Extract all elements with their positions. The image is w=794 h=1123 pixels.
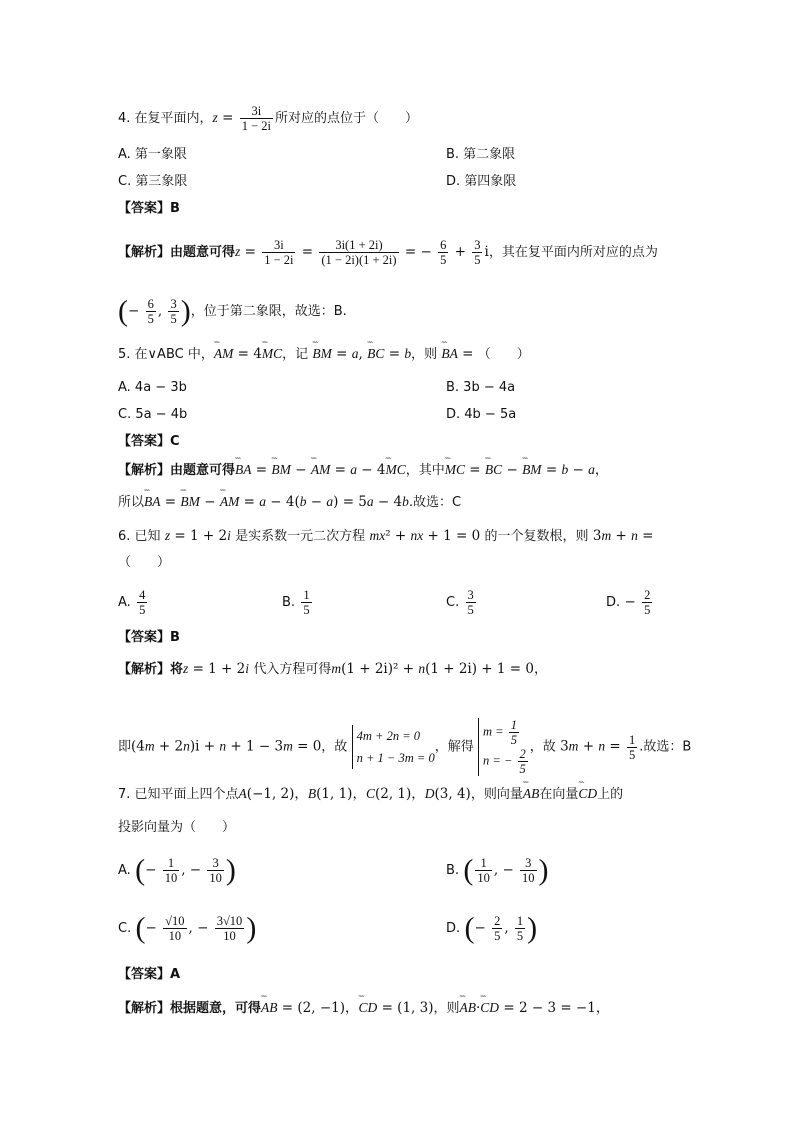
q7-analysis: 【解析】根据题意，可得˜˜˜ AB = (2, −1)，˜˜˜ CD = (1, 3)，则˜˜˜ AB·˜˜˜ CD = 2 − 3 = −1，	[118, 998, 609, 1019]
q4-option-a: A. 第一象限	[118, 147, 187, 162]
q7-stem: 7. 已知平面上四个点A(−1, 2)，B(1, 1)，C(2, 1)，D(3, 4)，则向量˜˜˜ AB在向量˜˜˜ CD上的	[118, 784, 623, 805]
q5-option-c: C. 5a − 4b	[118, 407, 188, 422]
q7-option-c: C. (− $\frac{√10}{10}$ , − $\frac{3√10}{10}$ )	[118, 911, 257, 945]
q5-analysis-2: 所以˜˜˜ BA = ˜˜˜ BM − ˜˜˜ AM = a − 4(b − a) = 5a − 4b.故选：C	[118, 492, 461, 513]
q4-option-d: D. 第四象限	[446, 174, 517, 189]
q6-answer: 【答案】B	[118, 630, 180, 645]
q4-analysis-point: (− $\frac{6}{5}$ , $\frac{3}{5}$ )，位于第二象限，故选：B.	[118, 294, 347, 328]
q5-answer: 【答案】C	[118, 434, 180, 449]
q5-analysis-1: 【解析】由题意可得˜˜˜ BA = ˜˜˜ BM − ˜˜˜ AM = a − 4˜˜˜ MC，其中˜˜˜ MC = ˜˜˜ BC − ˜˜˜ BM = b − a，	[118, 460, 608, 481]
q6-stem-paren: （ ）	[118, 555, 171, 570]
q4-option-b: B. 第二象限	[446, 147, 516, 162]
q4-option-c: C. 第三象限	[118, 174, 188, 189]
q6-analysis-2: 即(4m + 2n)i + n + 1 − 3m = 0，故 4m + 2n = 0 n + 1 − 3m = 0，解得 m = $\frac{1}{5}$ n = − $\frac{2}{5}$ ，故 3m + n = $\frac{1}{5}$ .故选：B	[118, 718, 692, 776]
q5-stem: 5. 在∨ABC 中，˜˜˜ AM = 4˜˜˜ MC，记 ˜˜˜ BM = a, ˜˜˜ BC = b，则 ˜˜˜ BA = （ ）	[118, 344, 530, 365]
q4-analysis: 【解析】由题意可得z = $\frac{3i}{1 - 2i}$ = $\frac{3i(1 + 2i)}{(1 - 2i)(1 + 2i)}$ = − $\frac{6}{5}$ + $\frac{3}{5}$ i，其在复平面内所对应的点为	[118, 238, 658, 267]
q6-option-b: B. $\frac{1}{5}$	[282, 588, 310, 617]
q4-stem: 4. 在复平面内，z = $\frac{3i}{1 - 2i}$ 所对应的点位于（ ）	[118, 104, 419, 133]
q6-option-c: C. $\frac{3}{5}$	[446, 588, 474, 617]
q6-option-d: D. − $\frac{2}{5}$	[606, 588, 651, 617]
q7-stem-2: 投影向量为（ ）	[118, 820, 236, 835]
q7-answer: 【答案】A	[118, 967, 181, 982]
q4-answer: 【答案】B	[118, 201, 180, 216]
q6-analysis-1: 【解析】将z = 1 + 2i 代入方程可得m(1 + 2i)² + n(1 + 2i) + 1 = 0，	[118, 661, 548, 677]
q7-option-a: A. (− $\frac{1}{10}$ , − $\frac{3}{10}$ )	[118, 853, 236, 887]
q5-option-b: B. 3b − 4a	[446, 380, 516, 395]
q7-option-d: D. (− $\frac{2}{5}$ , $\frac{1}{5}$ )	[446, 911, 538, 945]
q6-option-a: A. $\frac{4}{5}$	[118, 588, 146, 617]
q5-option-d: D. 4b − 5a	[446, 407, 517, 422]
q5-option-a: A. 4a − 3b	[118, 380, 187, 395]
q6-stem: 6. 已知 z = 1 + 2i 是实系数一元二次方程 mx² + nx + 1 = 0 的一个复数根，则 3m + n =	[118, 528, 654, 544]
q7-option-b: B. ( $\frac{1}{10}$ , − $\frac{3}{10}$ )	[446, 853, 549, 887]
